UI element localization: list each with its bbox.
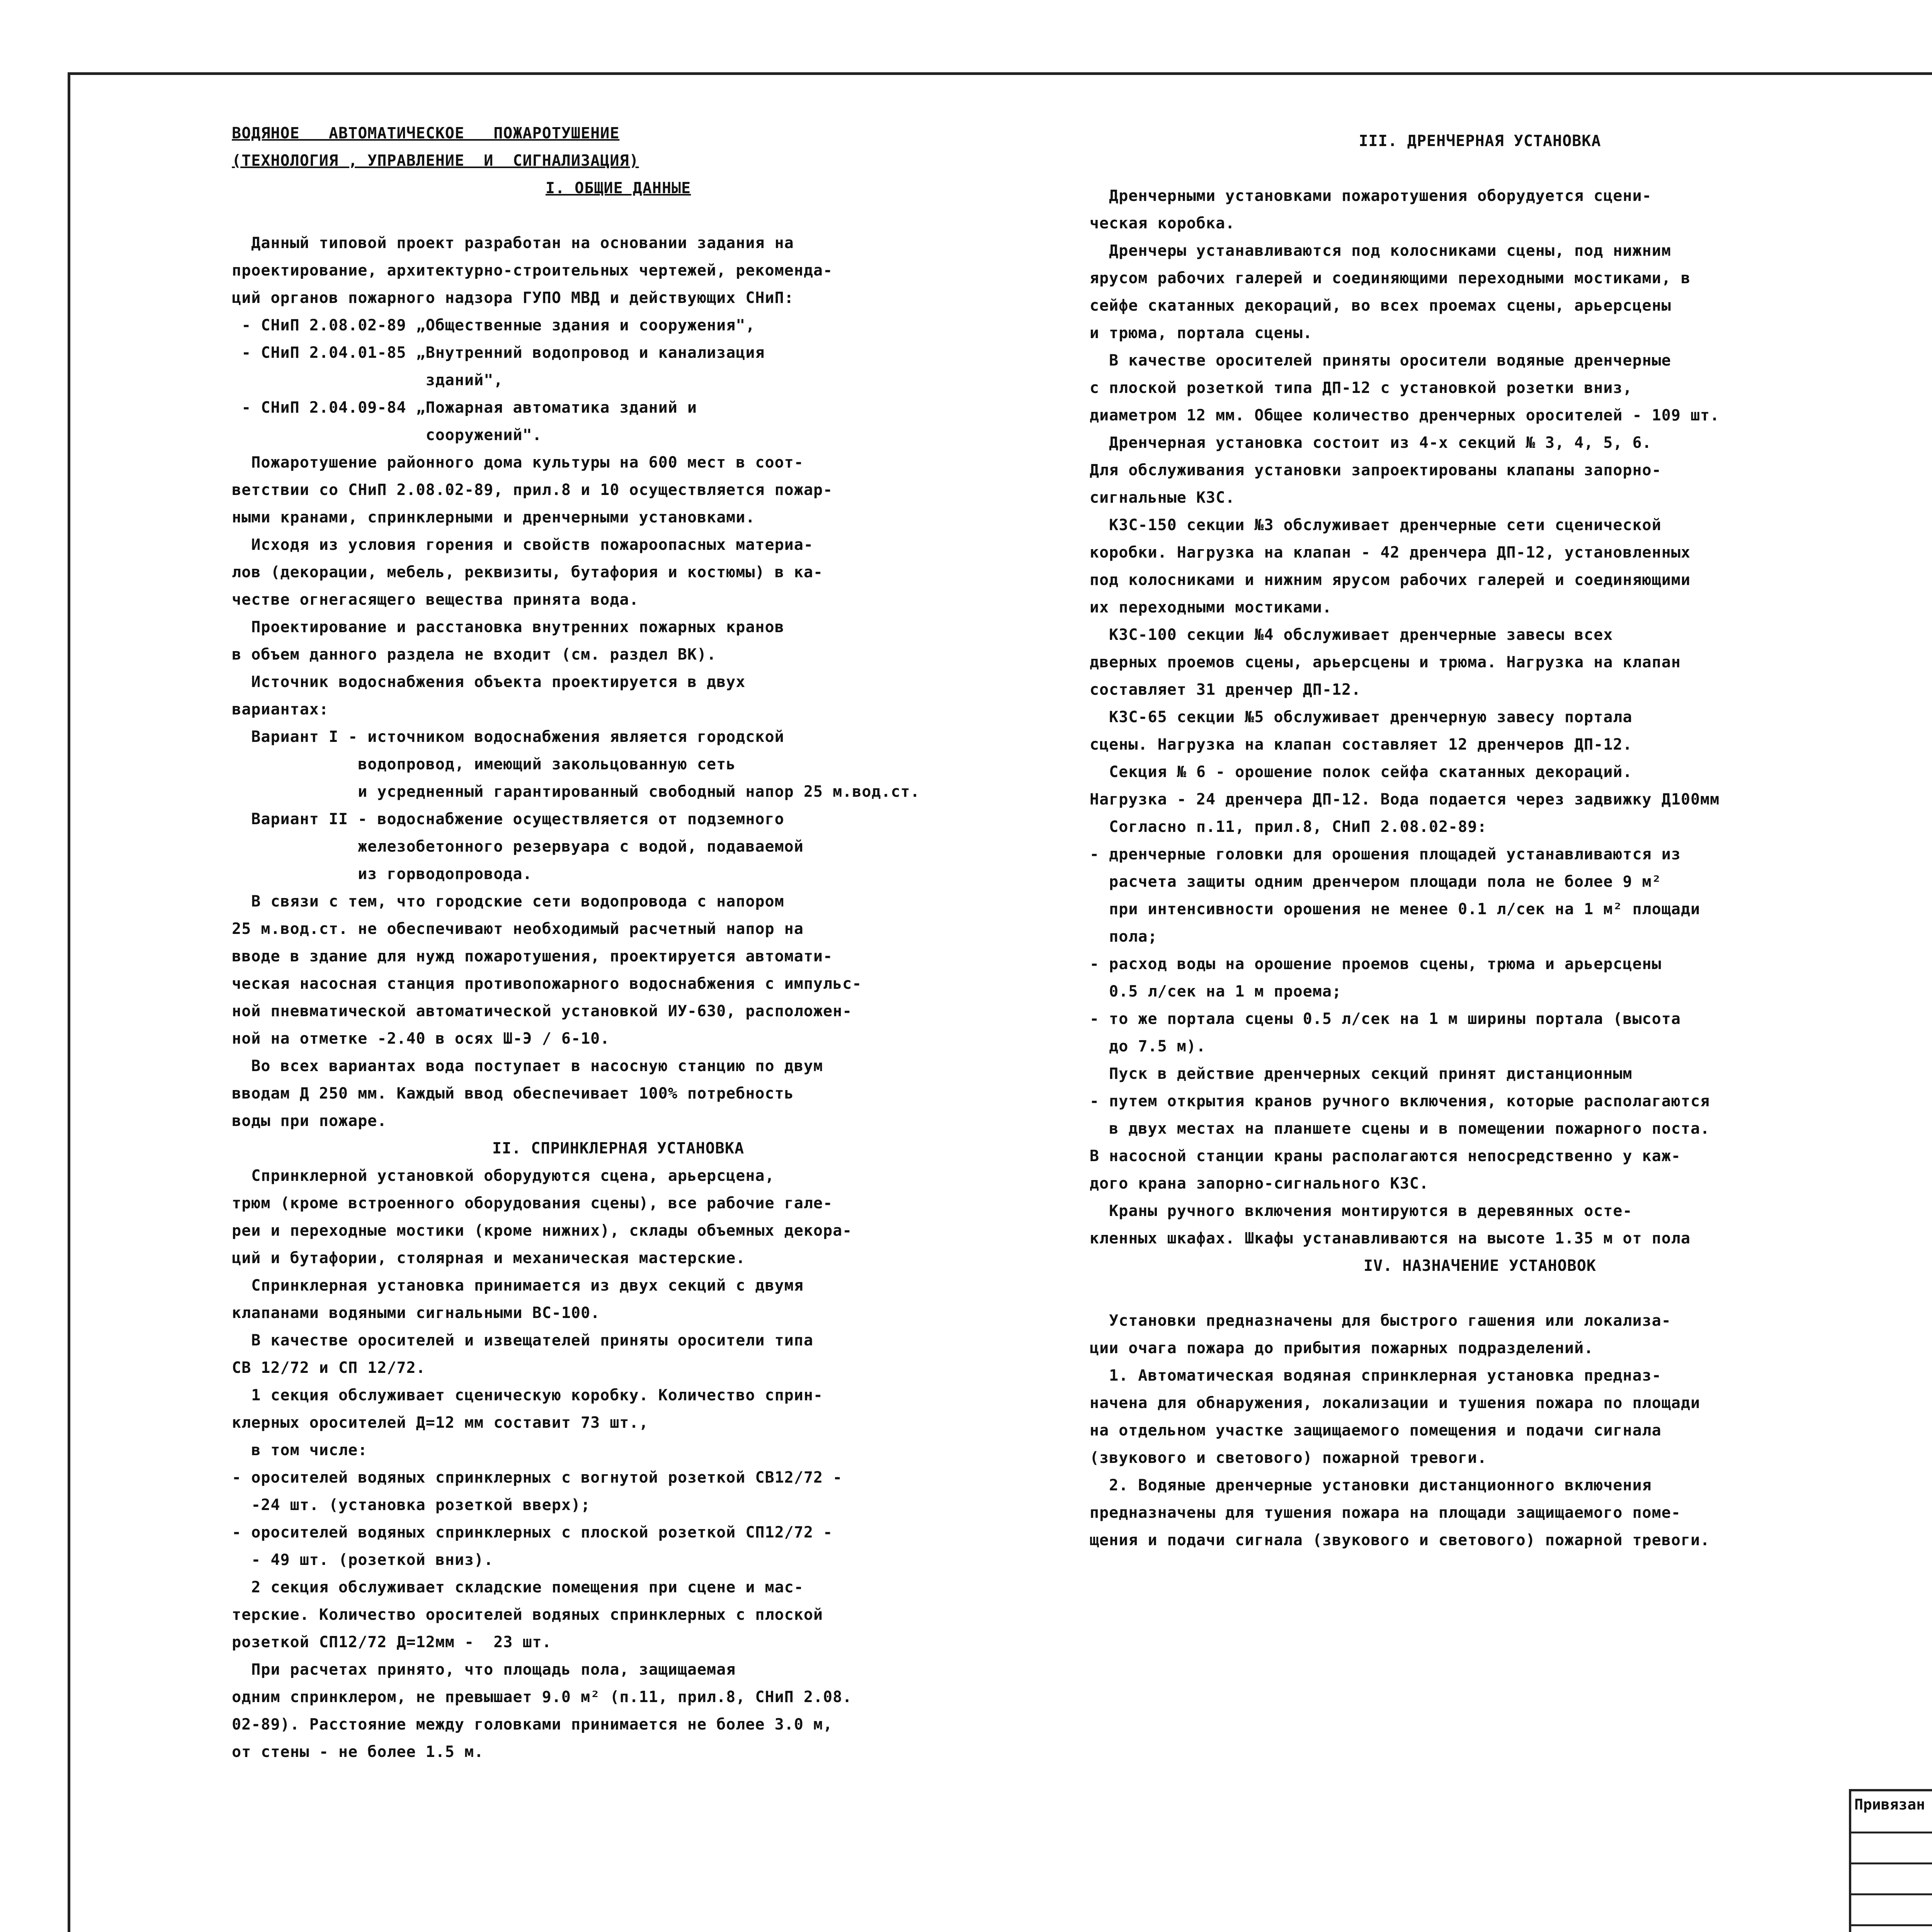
text-line: 25 м.вод.ст. не обеспечивают необходимый расчетный напор на xyxy=(232,920,804,938)
text-line: КЗС-65 секции №5 обслуживает дренчерную завесу портала xyxy=(1090,708,1633,726)
text-line: ческая коробка. xyxy=(1090,214,1235,232)
text-line: - то же портала сцены 0.5 л/сек на 1 м ширины портала (высота xyxy=(1090,1010,1681,1028)
text-line: расчета защиты одним дренчером площади пола не более 9 м² xyxy=(1090,873,1662,891)
text-line: - дренчерные головки для орошения площадей устанавливаются из xyxy=(1090,845,1681,863)
text-line: дверных проемов сцены, арьерсцены и трюма. Нагрузка на клапан xyxy=(1090,653,1681,671)
text-line: - расход воды на орошение проемов сцены, трюма и арьерсцены xyxy=(1090,955,1662,973)
text-line: Дренчерная установка состоит из 4-х секций № 3, 4, 5, 6. xyxy=(1090,434,1652,452)
text-line: до 7.5 м). xyxy=(1090,1037,1206,1055)
text-line: сигнальные КЗС. xyxy=(1090,489,1235,507)
text-line: КЗС-100 секции №4 обслуживает дренчерные завесы всех xyxy=(1090,626,1613,644)
text-line: Спринклерной установкой оборудуются сцена, арьерсцена, xyxy=(232,1167,775,1185)
text-line: В качестве оросителей и извещателей приняты оросители типа xyxy=(232,1332,813,1349)
section-3-heading: III. ДРЕНЧЕРНАЯ УСТАНОВКА xyxy=(1359,132,1601,150)
section-2-heading: II. СПРИНКЛЕРНАЯ УСТАНОВКА xyxy=(492,1139,745,1157)
text-line: Пожаротушение районного дома культуры на 600 мест в соот- xyxy=(232,454,804,471)
text-line: в двух местах на планшете сцены и в помещении пожарного поста. xyxy=(1090,1120,1710,1138)
text-line: с плоской розеткой типа ДП-12 с установкой розетки вниз, xyxy=(1090,379,1633,397)
text-line: лов (декорации, мебель, реквизиты, бутафория и костюмы) в ка- xyxy=(232,563,823,581)
text-line: (звукового и светового) пожарной тревоги. xyxy=(1090,1449,1487,1467)
text-line: Краны ручного включения монтируются в деревянных осте- xyxy=(1090,1202,1633,1220)
text-line: В связи с тем, что городские сети водопровода с напором xyxy=(232,893,784,910)
text-line: коробки. Нагрузка на клапан - 42 дренчера ДП-12, установленных xyxy=(1090,544,1691,561)
text-line: реи и переходные мостики (кроме нижних), склады объемных декора- xyxy=(232,1222,852,1240)
text-line: - оросителей водяных спринклерных с плоской розеткой СП12/72 - xyxy=(232,1524,833,1541)
text-line: щения и подачи сигнала (звукового и светового) пожарной тревоги. xyxy=(1090,1531,1710,1549)
text-line: Секция № 6 - орошение полок сейфа скатанных декораций. xyxy=(1090,763,1633,781)
text-line: ции очага пожара до прибытия пожарных подразделений. xyxy=(1090,1339,1594,1357)
text-line: водопровод, имеющий закольцованную сеть xyxy=(232,755,736,773)
text-line: В насосной станции краны располагаются непосредственно у каж- xyxy=(1090,1147,1681,1165)
text-line: дого крана запорно-сигнального КЗС. xyxy=(1090,1175,1429,1192)
section-2-body xyxy=(232,1162,1005,1766)
text-line: Данный типовой проект разработан на основании задания на xyxy=(232,234,794,252)
text-line: КЗС-150 секции №3 обслуживает дренчерные сети сценической xyxy=(1090,516,1662,534)
text-line: 02-89). Расстояние между головками принимается не более 3.0 м, xyxy=(232,1716,833,1733)
text-line: 1 секция обслуживает сценическую коробку. Количество сприн- xyxy=(232,1386,823,1404)
text-line: В качестве оросителей приняты оросители водяные дренчерные xyxy=(1090,352,1671,369)
text-line: Во всех вариантах вода поступает в насосную станцию по двум xyxy=(232,1057,823,1075)
text-line: ветствии со СНиП 2.08.02-89, прил.8 и 10 осуществляется пожар- xyxy=(232,481,833,499)
grid-line xyxy=(1849,1832,1932,1833)
text-line: ций органов пожарного надзора ГУПО МВД и действующих СНиП: xyxy=(232,289,794,307)
text-line: сцены. Нагрузка на клапан составляет 12 дренчеров ДП-12. xyxy=(1090,736,1633,753)
column-2 xyxy=(1090,128,1870,1554)
text-line: от стены - не более 1.5 м. xyxy=(232,1743,484,1761)
text-line: Нагрузка - 24 дренчера ДП-12. Вода подается через задвижку Д100мм xyxy=(1090,791,1720,808)
text-line: -24 шт. (установка розеткой вверх); xyxy=(232,1496,591,1514)
text-line: вводам Д 250 мм. Каждый ввод обеспечивает 100% потребность xyxy=(232,1085,794,1102)
attached-label: Привязан xyxy=(1854,1796,1925,1813)
text-line: кленных шкафах. Шкафы устанавливаются на высоте 1.35 м от пола xyxy=(1090,1230,1691,1247)
text-line: трюм (кроме встроенного оборудования сцены), все рабочие гале- xyxy=(232,1194,833,1212)
text-line: Согласно п.11, прил.8, СНиП 2.08.02-89: xyxy=(1090,818,1487,836)
text-line: - СНиП 2.04.01-85 „Внутренний водопровод и канализация xyxy=(232,344,765,362)
text-line: составляет 31 дренчер ДП-12. xyxy=(1090,681,1361,699)
text-line: ными кранами, спринклерными и дренчерными установками. xyxy=(232,509,755,526)
section-1-heading: I. ОБЩИЕ ДАННЫЕ xyxy=(545,179,691,197)
text-line: терские. Количество оросителей водяных спринклерных с плоской xyxy=(232,1606,823,1624)
text-line: Спринклерная установка принимается из двух секций с двумя xyxy=(232,1277,804,1294)
text-line: сейфе скатанных декораций, во всех проемах сцены, арьерсцены xyxy=(1090,297,1671,315)
text-line: 2. Водяные дренчерные установки дистанционного включения xyxy=(1090,1476,1652,1494)
text-line: из горводопровода. xyxy=(232,865,532,883)
title-block xyxy=(1849,1789,1932,1932)
text-line: в том числе: xyxy=(232,1441,368,1459)
text-line: Вариант II - водоснабжение осуществляется от подземного xyxy=(232,810,784,828)
text-line: Дренчерными установками пожаротушения оборудуется сцени- xyxy=(1090,187,1652,205)
text-line: Источник водоснабжения объекта проектируется в двух xyxy=(232,673,746,691)
column-1 xyxy=(232,120,1005,1766)
text-line: 2 секция обслуживает складские помещения при сцене и мас- xyxy=(232,1578,804,1596)
text-line: клерных оросителей Д=12 мм составит 73 шт., xyxy=(232,1414,649,1432)
text-line: на отдельном участке защищаемого помещения и подачи сигнала xyxy=(1090,1422,1662,1439)
text-line: под колосниками и нижним ярусом рабочих галерей и соединяющими xyxy=(1090,571,1691,589)
text-line: клапанами водяными сигнальными ВС-100. xyxy=(232,1304,600,1322)
text-line: - путем открытия кранов ручного включения, которые располагаются xyxy=(1090,1092,1710,1110)
text-line: диаметром 12 мм. Общее количество дренчерных оросителей - 109 шт. xyxy=(1090,406,1720,424)
text-line: - СНиП 2.04.09-84 „Пожарная автоматика зданий и xyxy=(232,399,697,417)
text-line: - 49 шт. (розеткой вниз). xyxy=(232,1551,494,1569)
text-line: - оросителей водяных спринклерных с вогнутой розеткой СВ12/72 - xyxy=(232,1469,843,1486)
text-line: железобетонного резервуара с водой, подаваемой xyxy=(232,838,804,855)
doc-title-line-2: (ТЕХНОЛОГИЯ , УПРАВЛЕНИЕ И СИГНАЛИЗАЦИЯ) xyxy=(232,152,639,170)
grid-line xyxy=(1849,1862,1932,1864)
text-line: - СНиП 2.08.02-89 „Общественные здания и сооружения", xyxy=(232,316,755,334)
text-line: Дренчеры устанавливаются под колосниками сцены, под нижним xyxy=(1090,242,1671,260)
text-line: ярусом рабочих галерей и соединяющими переходными мостиками, в xyxy=(1090,269,1691,287)
text-line: честве огнегасящего вещества принята вода. xyxy=(232,591,639,609)
grid-line xyxy=(1849,1924,1932,1926)
section-4-heading: IV. НАЗНАЧЕНИЕ УСТАНОВОК xyxy=(1364,1257,1596,1275)
section-1-body xyxy=(232,230,1005,1135)
text-line: и трюма, портала сцены. xyxy=(1090,324,1313,342)
text-line: пола; xyxy=(1090,928,1158,946)
text-line: При расчетах принято, что площадь пола, защищаемая xyxy=(232,1661,736,1679)
text-line: Установки предназначены для быстрого гашения или локализа- xyxy=(1090,1312,1671,1330)
text-line: Исходя из условия горения и свойств пожароопасных материа- xyxy=(232,536,813,554)
text-line: и усредненный гарантированный свободный напор 25 м.вод.ст. xyxy=(232,783,920,801)
text-line: ной на отметке -2.40 в осях Ш-Э / 6-10. xyxy=(232,1030,610,1048)
text-line: воды при пожаре. xyxy=(232,1112,387,1130)
text-line: сооружений". xyxy=(232,426,542,444)
text-line: в объем данного раздела не входит (см. раздел ВК). xyxy=(232,646,717,663)
text-line: Проектирование и расстановка внутренних пожарных кранов xyxy=(232,618,784,636)
grid-line xyxy=(1849,1893,1932,1895)
section-3-body xyxy=(1090,182,1870,1252)
text-line: вводе в здание для нужд пожаротушения, проектируется автомати- xyxy=(232,947,833,965)
text-line: вариантах: xyxy=(232,701,329,718)
text-line: проектирование, архитектурно-строительных чертежей, рекоменда- xyxy=(232,262,833,279)
text-line: предназначены для тушения пожара на площади защищаемого поме- xyxy=(1090,1504,1681,1522)
text-line: ческая насосная станция противопожарного водоснабжения с импульс- xyxy=(232,975,862,993)
text-line: начена для обнаружения, локализации и тушения пожара по площади xyxy=(1090,1394,1701,1412)
text-line: зданий", xyxy=(232,371,503,389)
text-line: Для обслуживания установки запроектированы клапаны запорно- xyxy=(1090,461,1662,479)
text-line: 0.5 л/сек на 1 м проема; xyxy=(1090,983,1342,1000)
section-4-body xyxy=(1090,1307,1870,1554)
text-line: Вариант I - источником водоснабжения является городской xyxy=(232,728,784,746)
text-line: при интенсивности орошения не менее 0.1 л/сек на 1 м² площади xyxy=(1090,900,1701,918)
text-line: их переходными мостиками. xyxy=(1090,599,1332,616)
text-line: розеткой СП12/72 Д=12мм - 23 шт. xyxy=(232,1633,552,1651)
text-line: 1. Автоматическая водяная спринклерная установка предназ- xyxy=(1090,1367,1662,1384)
text-line: одним спринклером, не превышает 9.0 м² (п.11, прил.8, СНиП 2.08. xyxy=(232,1688,852,1706)
text-line: ной пневматической автоматической установкой ИУ-630, расположен- xyxy=(232,1002,852,1020)
text-line: СВ 12/72 и СП 12/72. xyxy=(232,1359,426,1377)
text-line: Пуск в действие дренчерных секций принят дистанционным xyxy=(1090,1065,1633,1083)
doc-title-line-1: ВОДЯНОЕ АВТОМАТИЧЕСКОЕ ПОЖАРОТУШЕНИЕ xyxy=(232,124,620,142)
text-line: ций и бутафории, столярная и механическая мастерские. xyxy=(232,1249,746,1267)
